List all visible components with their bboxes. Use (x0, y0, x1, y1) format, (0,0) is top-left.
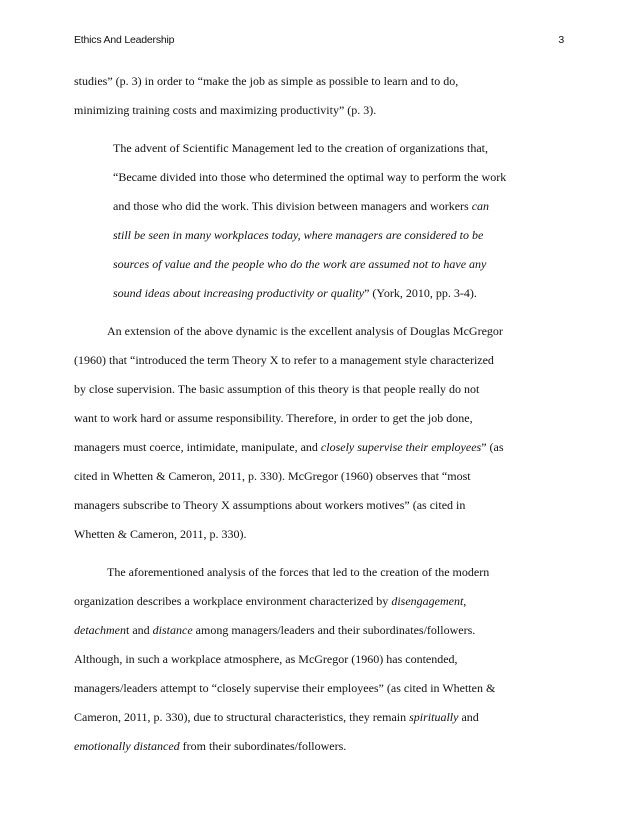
body-text: , (463, 594, 467, 608)
body-line: Although, in such a workplace atmosphere, as McGregor (1960) has contended, (74, 652, 458, 666)
body-line: The aforementioned analysis of the forces that led to the creation of the modern (107, 565, 490, 579)
page-header (74, 34, 564, 50)
body-text: and (458, 710, 479, 724)
body-italic-text: detachmen (74, 623, 126, 637)
body-text: managers must coerce, intimidate, manipulate, and (74, 440, 321, 454)
body-line: want to work hard or assume responsibility. Therefore, in order to get the job done, (74, 411, 473, 425)
quote-italic-text: sound ideas about increasing productivity or quality (113, 286, 365, 300)
body-italic-text: closely supervise their employees (320, 440, 482, 454)
block-quote-line: still be seen in many workplaces today, where managers are considered to be (113, 228, 484, 242)
quote-italic-text: can (471, 199, 490, 213)
block-quote-line (113, 198, 489, 214)
page-number: 3 (558, 34, 564, 46)
body-line: by close supervision. The basic assumption of this theory is that people really do not (74, 382, 480, 396)
body-line (74, 738, 346, 754)
body-text: ” (as (481, 440, 504, 454)
body-line: managers subscribe to Theory X assumptions about workers motives” (as cited in (74, 498, 466, 512)
body-italic-text: spiritually (409, 710, 459, 724)
body-text: organization describes a workplace environment characterized by (74, 594, 392, 608)
body-text: Cameron, 2011, p. 330), due to structural characteristics, they remain (74, 710, 410, 724)
body-line: minimizing training costs and maximizing productivity” (p. 3). (74, 103, 377, 117)
body-line (74, 593, 466, 609)
quote-text: and those who did the work. This division between managers and workers (113, 199, 472, 213)
body-italic-text: emotionally distanced (74, 739, 180, 753)
body-line: An extension of the above dynamic is the excellent analysis of Douglas McGregor (107, 324, 503, 338)
body-text: from their subordinates/followers. (179, 739, 347, 753)
body-italic-text: distance (152, 623, 193, 637)
body-line: cited in Whetten & Cameron, 2011, p. 330). McGregor (1960) observes that “most (74, 469, 471, 483)
block-quote-line: “Became divided into those who determined the optimal way to perform the work (113, 170, 507, 184)
body-text: among managers/leaders and their subordinates/followers. (192, 623, 476, 637)
body-line: Whetten & Cameron, 2011, p. 330). (74, 527, 247, 541)
block-quote-line: sources of value and the people who do the work are assumed not to have any (113, 257, 487, 271)
quote-citation: ” (York, 2010, pp. 3-4). (364, 286, 477, 300)
body-line (74, 439, 504, 455)
body-line (74, 622, 475, 638)
body-line: managers/leaders attempt to “closely supervise their employees” (as cited in Whetten & (74, 681, 496, 695)
body-text: t and (125, 623, 153, 637)
block-quote-line (113, 285, 477, 301)
body-line (74, 709, 479, 725)
block-quote-line: The advent of Scientific Management led to the creation of organizations that, (113, 141, 488, 155)
body-line: studies” (p. 3) in order to “make the job as simple as possible to learn and to do, (74, 74, 459, 88)
body-italic-text: disengagement (391, 594, 464, 608)
body-line: (1960) that “introduced the term Theory X to refer to a management style characterized (74, 353, 494, 367)
running-head: Ethics And Leadership (74, 34, 175, 46)
